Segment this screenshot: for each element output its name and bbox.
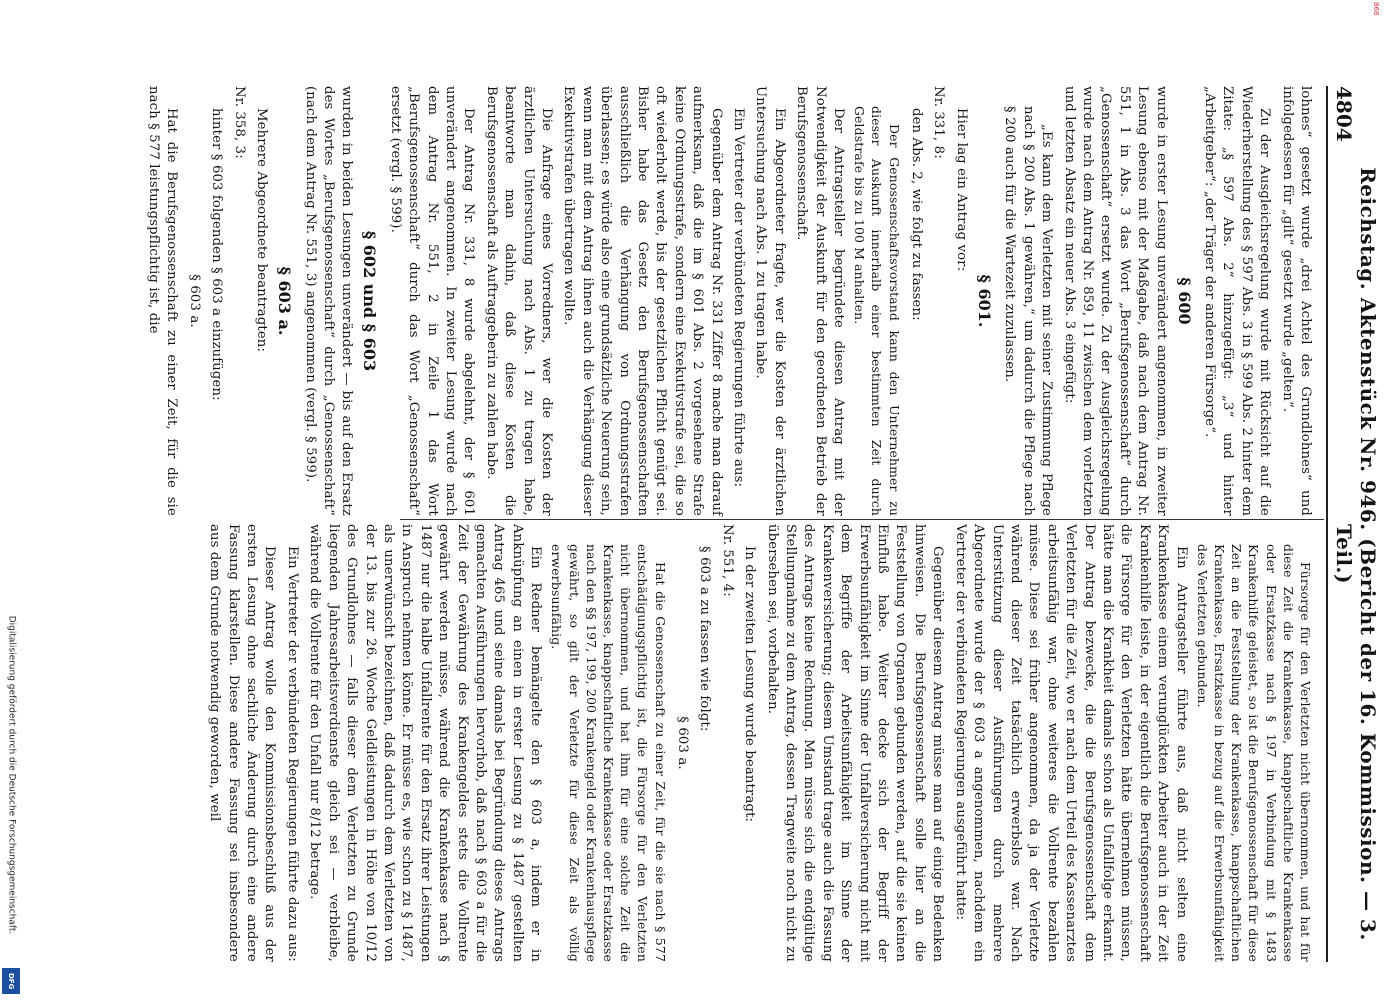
page-header — [1332, 86, 1380, 962]
paragraph: Ein Antragsteller führte aus, daß nicht selten eine Krankenkasse einem verunglückten Arbeiter auch in der Zeit Krankenhilfe leiste, in der eigentlich die Berufsgenossenschaft die Fürsorge für den Verletzten hätte übernehmen müssen, hätte man die Krankheit damals schon als Unfallfolge erkannt. Der Antrag bezwecke, die die Berufsgenossenschaft dem Verletzten für die Zeit, wo er nach dem Urteil des Kassenarztes arbeitsunfähig war, ohne weiteres die Vollrente bezahlen müsse. Diese sei früher angenommen, da ja der Verletzte während dieser Zeit tatsächlich erwerbslos war. Nach Unterstützung dieser Ausführungen durch mehrere Abgeordnete wurde der § 603 a angenommen, nachdem ein Vertreter der verbündeten Regierungen ausgeführt hatte: — [952, 524, 1189, 962]
motion-number: Nr. 358, 3: — [231, 86, 247, 159]
left-column — [70, 86, 1314, 516]
dfg-logo: DFG — [2, 968, 20, 994]
section-heading: § 602 und § 603 — [360, 230, 380, 372]
subsection-heading: § 603 a. — [186, 274, 202, 328]
credit-text: Digitalisierung gefördert durch die Deutsche Forschungsgemeinschaft. — [6, 615, 16, 935]
paragraph: In der zweiten Lesung wurde beantragt: — [742, 546, 758, 823]
paragraph: Gegenüber dem Antrag Nr. 331 Ziffer 8 mache man darauf aufmerksam, daß die im § 601 Abs. 2 vorgesehene Strafe keine Ordnungsstrafe, sondern eine Exekutivstrafe sei, die so oft wiederholt werde, bis der gesetzlichen Pflicht genügt sei. Bisher habe das Gesetz den Berufsgenossenschaften ausschließlich die Verhängung von Ordnungsstrafen überlassen; es würde also eine grundsätzliche Neuerung sein, wenn man mit dem Antrag ihnen auch die Verhängung dieser Exekutivstrafen übertragen wollte. — [561, 86, 724, 516]
paragraph: Die Anfrage eines Vorredners, wer die Kosten der ärztlichen Untersuchung nach Abs. 1 zu tragen habe, beantworte man dahin, daß diese Kosten die Berufsgenossenschaft als Auftraggeberin zu zahlen habe. — [483, 86, 554, 516]
motion-number: Nr. 551, 4: — [719, 524, 735, 597]
subsection-heading: § 603 a. — [675, 716, 691, 770]
paragraph: wurde in erster Lesung unverändert angenommen, in zweiter Lesung ebenso mit der Maßgabe, daß nach dem Antrag Nr. 551, 1 in Abs. 3 das Wort „Berufsgenossenschaft“ durch „Genossenschaft“ ersetzt wurde. Zu der Ausgleichsregelung wurde nach dem Antrag Nr. 859, 11 zwischen dem vorletzten und letzten Absatz ein neuer Abs. 3 eingefügt: — [1061, 86, 1169, 516]
paragraph: Dieser Antrag wolle den Kommissionsbeschluß aus der ersten Lesung ohne sachliche Änderung durch eine andere Fassung klarstellen. Diese andere Fassung sei insbesondere aus dem Grunde notwendig geworden, weil — [207, 524, 278, 962]
paragraph: Hat die Berufsgenossenschaft zu einer Zeit, für die sie nach § 577 leistungspflichtig ist, die — [146, 86, 180, 516]
quoted-paragraph: Der Genossenschaftsvorstand kann den Unternehmer zu dieser Auskunft innerhalb einer bestimmten Zeit durch Geldstrafe bis zu 100 M anhalten. — [852, 106, 902, 516]
paragraph: Ein Abgeordneter fragte, wer die Kosten der ärztlichen Untersuchung nach Abs. 1 zu tragen habe. — [753, 86, 787, 516]
right-column — [70, 524, 1314, 962]
paragraph: § 603 a zu fassen wie folgt: — [697, 546, 713, 732]
section-heading: § 600 — [1174, 277, 1194, 325]
quoted-paragraph: Hat die Genossenschaft zu einer Zeit, für die sie nach § 577 entschädigungspflichtig ist, die Fürsorge für den Verletzten nicht übernommen, und hat ihm für eine solche Zeit die Krankenkasse, knappschaftliche Krankenkasse oder Ersatzkasse nach den §§ 197, 199, 200 Krankengeld oder Krankenhauspflege gewährt, so gilt der Verletzte für diese Zeit als völlig erwerbsunfähig. — [549, 544, 668, 962]
digitization-credit — [0, 560, 22, 990]
paragraph: Ein Redner bemängelte den § 603 a, indem er in Anknüpfung an einen in erster Lesung zu § 1487 gestellten Antrag 465 und seine damals bei Begründung dieses Antrags gemachten Ausführungen hervorhob, daß nach § 603 a für die Zeit der Gewährung des Krankengeldes stets die Vollrente gewährt werden müsse, während die Krankenkasse nach § 1487 nur die halbe Unfallrente für den Ersatz ihrer Leistungen in Anspruch nehmen könne. Er müsse es, wie schon zu § 1487, als unerwünscht bezeichnen, daß dadurch dem Verletzten von der 13. bis zur 26. Woche Geldleistungen in Höhe von 10/12 des Grundlohnes — falls dieser dem Verletzten zu Grunde liegenden Jahresarbeitsverdienste gleich sei — verbleibe, während die Vollrente für den Unfall nur 8/12 betrage. — [307, 524, 544, 962]
section-heading: § 603 a. — [275, 266, 295, 336]
column-divider — [400, 519, 1324, 520]
scan-id: 868 — [1372, 2, 1380, 16]
paragraph: lohnes“ gesetzt wurde „drei Achtel des Grundlohnes“ und infolgedessen für „gilt“ gesetzt wurde „gelten“. — [1279, 86, 1313, 516]
paragraph: Der Antrag Nr. 331, 8 wurde abgelehnt, der § 601 unverändert angenommen. In zweiter Lesung wurde nach dem Antrag Nr. 551, 2 in Zeile 1 das Wort „Berufsgenossenschaft“ durch das Wort „Genossenschaft“ ersetzt (vergl. § 599). — [387, 86, 477, 516]
paragraph: Ein Vertreter der verbündeten Regierungen führte dazu aus: — [284, 546, 300, 962]
paragraph: Ein Vertreter der verbündeten Regierungen führte aus: — [731, 108, 747, 488]
paragraph: Mehrere Abgeordnete beantragten: — [254, 108, 270, 353]
paragraph: Zu der Ausgleichsregelung wurde mit Rücksicht auf die Wiederherstellung des § 597 Abs. 3 in § 599 Abs. 2 hinter dem Zitate: „§ 597 Abs. 2“ hinzugefügt: „3“ und hinter „Arbeitgeber“: „der Träger der anderen Fürsorge“. — [1201, 86, 1273, 516]
quoted-paragraph: Fürsorge für den Verletzten nicht übernommen, und hat für diese Zeit die Krankenkasse, knappschaftliche Krankenkasse oder Ersatzkasse nach § 197 in Verbindung mit § 1483 Krankenhilfe geleistet, so ist die Berufsgenossenschaft für diese Zeit an die Feststellung der Krankenkasse, knappschaftlichen Krankenkasse, Ersatzkasse in bezug auf die Erwerbsunfähigkeit des Verletzten gebunden. — [1194, 544, 1313, 962]
paragraph: Der Antragsteller begründete diesen Antrag mit der Notwendigkeit der Auskunft für den geordneten Betrieb der Berufsgenossenschaft. — [794, 86, 847, 516]
paragraph: Gegenüber diesem Antrag müsse man auf einige Bedenken hinweisen. Die Berufsgenossenschaft solle hier an die Feststellung von Organen gebunden werden, auf die sie keinen Einfluß habe. Weiter decke sich der Begriff der Erwerbsunfähigkeit im Sinne der Unfallversicherung nicht mit dem Begriffe der Arbeitsunfähigkeit im Sinne der Krankenversicherung; diesem Umstand trage auch die Fassung des Antrags keine Rechnung. Man müsse sich die endgültige Stellungnahme zu dem Antrag, dessen Tragweite noch nicht zu übersehen sei, vorbehalten. — [764, 524, 946, 962]
header-rule — [1326, 86, 1328, 962]
running-title: Reichstag. Aktenstück Nr. 946. (Bericht der 16. Kommission. — 3. Teil.) — [1332, 167, 1380, 941]
paragraph: hinter § 603 folgenden § 603 a einzufügen: — [209, 108, 225, 401]
motion-number: Nr. 331, 8: — [931, 86, 947, 159]
page-number: 4804 — [1332, 86, 1356, 142]
paragraph: den Abs. 2, wie folgt zu fassen: — [909, 108, 925, 321]
paragraph: wurden in beiden Lesungen unverändert — bis auf den Ersatz des Wortes „Berufsgenossenschaft“ durch „Genossenschaft“ (nach dem Antrag Nr. 551, 3) angenommen (vergl. § 599). — [302, 86, 355, 516]
paragraph: Hier lag ein Antrag vor: — [953, 108, 969, 272]
quoted-paragraph: „Es kann dem Verletzten mit seiner Zustimmung Pflege nach § 200 Abs. 1 gewähren,“ um dadurch die Pflege nach § 200 auch für die Wartezeit zuzulassen. — [1002, 106, 1055, 516]
section-heading: § 601. — [974, 274, 994, 328]
